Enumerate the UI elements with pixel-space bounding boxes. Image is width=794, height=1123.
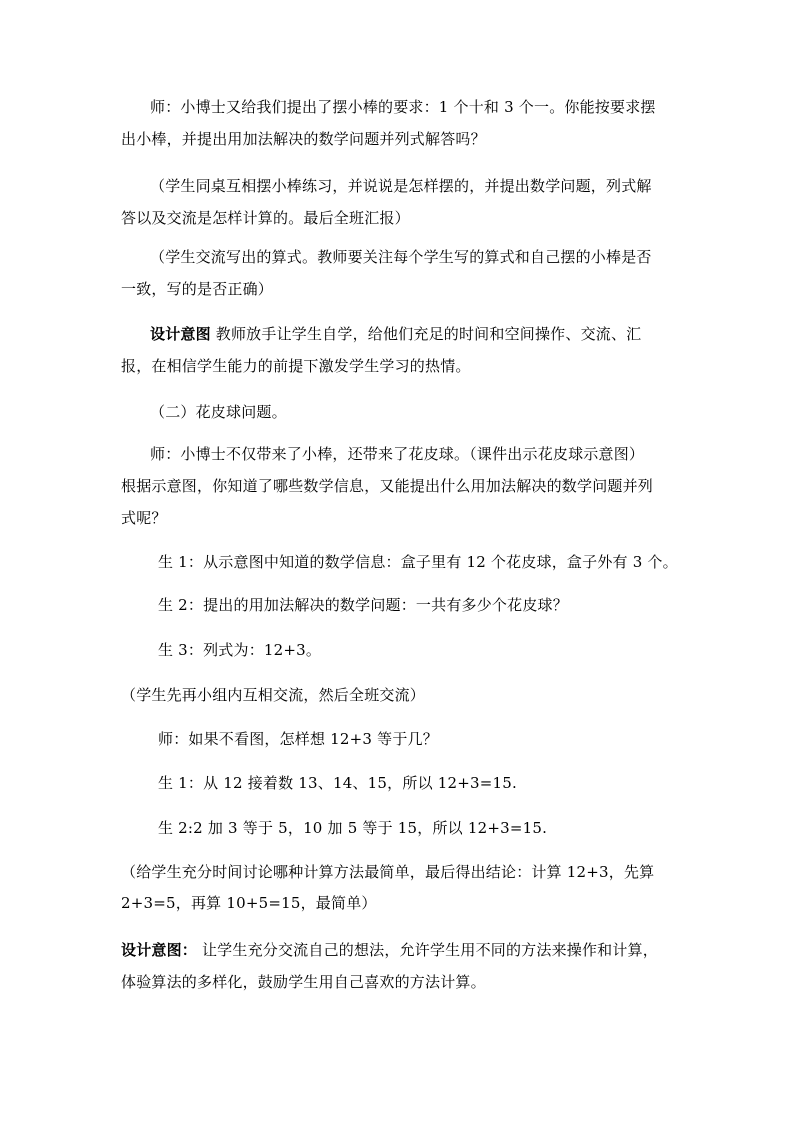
paragraph-line: 报，在相信学生能力的前提下激发学生学习的热情。: [121, 357, 471, 375]
design-intent-label: 设计意图：: [121, 941, 198, 959]
paragraph-line: （学生先再小组内互相交流，然后全班交流）: [121, 686, 426, 704]
paragraph-line: 生 2：提出的用加法解决的数学问题：一共有多少个花皮球？: [158, 596, 568, 614]
paragraph-line: 生 3：列式为：12+3。: [158, 641, 322, 659]
paragraph-line: 生 1：从 12 接着数 13、14、15，所以 12+3=15.: [158, 774, 517, 792]
section-heading: （二）花皮球问题。: [150, 403, 287, 421]
paragraph-line: 生 1：从示意图中知道的数学信息：盒子里有 12 个花皮球，盒子外有 3 个。: [158, 553, 678, 571]
paragraph-line: 答以及交流是怎样计算的。最后全班汇报）: [121, 209, 410, 227]
paragraph-line: 师：小博士又给我们提出了摆小棒的要求：1 个十和 3 个一。你能按要求摆: [150, 98, 656, 116]
paragraph-line: 式呢？: [121, 509, 167, 527]
paragraph-line: 2+3=5，再算 10+5=15，最简单）: [121, 894, 377, 912]
design-intent-label: 设计意图: [150, 325, 211, 343]
paragraph-line: 根据示意图，你知道了哪些数学信息，又能提出什么用加法解决的数学问题并列: [121, 477, 654, 495]
paragraph-line: 师：如果不看图，怎样想 12+3 等于几？: [158, 730, 438, 748]
paragraph-line: 出小棒，并提出用加法解决的数学问题并列式解答吗？: [121, 130, 486, 148]
paragraph-line: 一致，写的是否正确）: [121, 280, 274, 298]
design-intent-text: 教师放手让学生自学，给他们充足的时间和空间操作、交流、汇: [215, 325, 642, 343]
paragraph-line: 生 2:2 加 3 等于 5，10 加 5 等于 15，所以 12+3=15.: [158, 819, 548, 837]
paragraph-line: （学生交流写出的算式。教师要关注每个学生写的算式和自己摆的小棒是否: [150, 248, 652, 266]
paragraph-line: （给学生充分时间讨论哪种计算方法最简单，最后得出结论：计算 12+3，先算: [121, 863, 655, 881]
design-intent-text: 让学生充分交流自己的想法，允许学生用不同的方法来操作和计算，: [201, 941, 658, 959]
paragraph-line: [150, 325, 641, 343]
paragraph-line: 体验算法的多样化，鼓励学生用自己喜欢的方法计算。: [121, 973, 486, 991]
paragraph-line: 师：小博士不仅带来了小棒，还带来了花皮球。（课件出示花皮球示意图）: [150, 445, 645, 463]
paragraph-line: （学生同桌互相摆小棒练习，并说说是怎样摆的，并提出数学问题，列式解: [150, 177, 652, 195]
paragraph-line: [121, 941, 658, 959]
